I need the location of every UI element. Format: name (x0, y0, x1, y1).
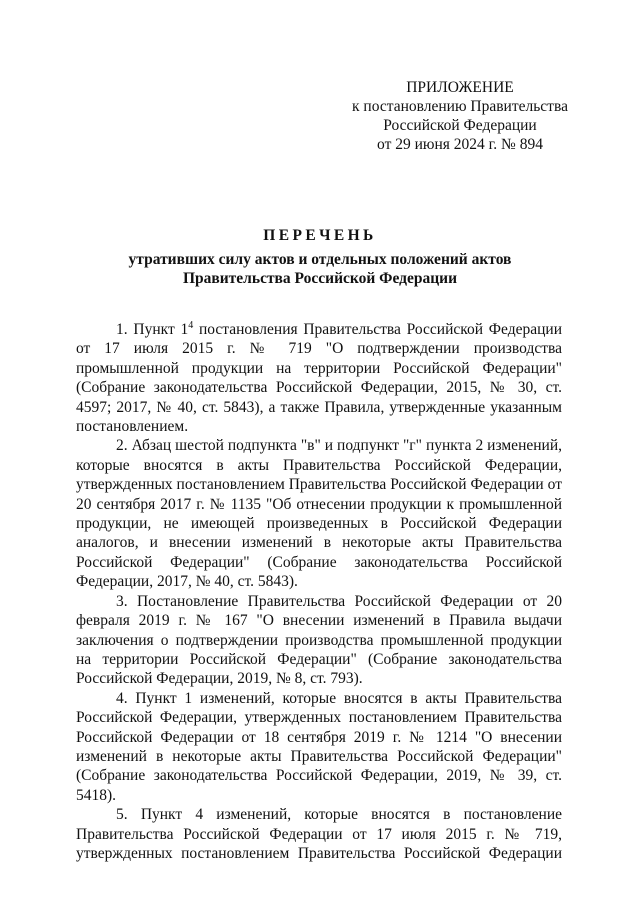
item-1-text: постановления Правительства Российской Федерации от 17 июля 2015 г. № 719 "О подтверждении производства промышленной продукции на территории Российской Федерации" (Собрание законодательства Российской Федерации, 2015, № 30, ст. 4597; 2017, № 40, ст. 5843), а также Правила, утвержденные указанным постановлением. (76, 321, 562, 436)
appendix-federation: Российской Федерации (383, 117, 537, 134)
subtitle-line-1: утративших силу актов и отдельных положений актов (128, 251, 512, 268)
item-1-superscript: 4 (188, 319, 194, 331)
list-item-5: 5. Пункт 4 изменений, которые вносятся в постановление Правительства Российской Федерации от 17 июля 2015 г. № 719, утвержденных постановлением Правительства Российской Федерации (76, 806, 562, 862)
appendix-date: от 29 июня 2024 г. № 894 (377, 136, 543, 153)
list-item-4: 4. Пункт 1 изменений, которые вносятся в акты Правительства Российской Федерации, утвержденных постановлением Правительства Российской Федерации от 18 сентября 2019 г. № 1214 "О внесении изменений в некоторые акты Правительства Российской Федерации" (Собрание законодательства Российской Федерации, 2019, № 39, ст. 5418). (76, 689, 562, 804)
document-title: ПЕРЕЧЕНЬ (263, 227, 377, 244)
appendix-block (340, 78, 580, 154)
item-1-prefix: 1. Пункт 1 (116, 321, 189, 338)
document-body (76, 320, 562, 863)
document-subtitle (0, 250, 640, 288)
list-item-3: 3. Постановление Правительства Российской Федерации от 20 февраля 2019 г. № 167 "О внесении изменений в Правила выдачи заключения о подтверждении производства промышленной продукции на территории Российской Федерации" (Собрание законодательства Российской Федерации, 2019, № 8, ст. 793). (76, 592, 562, 688)
list-item-2: 2. Абзац шестой подпункта "в" и подпункт "г" пункта 2 изменений, которые вносятся в акты Правительства Российской Федерации, утвержденных постановлением Правительства Российской Федерации от 20 сентября 2017 г. № 1135 "Об отнесении продукции к промышленной продукции, не имеющей произведенных в Российской Федерации аналогов, и внесении изменений в некоторые акты Правительства Российской Федерации" (Собрание законодательства Российской Федерации, 2017, № 40, ст. 5843). (76, 437, 562, 591)
subtitle-line-2: Правительства Российской Федерации (182, 270, 458, 287)
appendix-resolution: к постановлению Правительства (352, 98, 568, 115)
list-item-1 (76, 320, 562, 436)
appendix-label: ПРИЛОЖЕНИЕ (406, 79, 514, 96)
